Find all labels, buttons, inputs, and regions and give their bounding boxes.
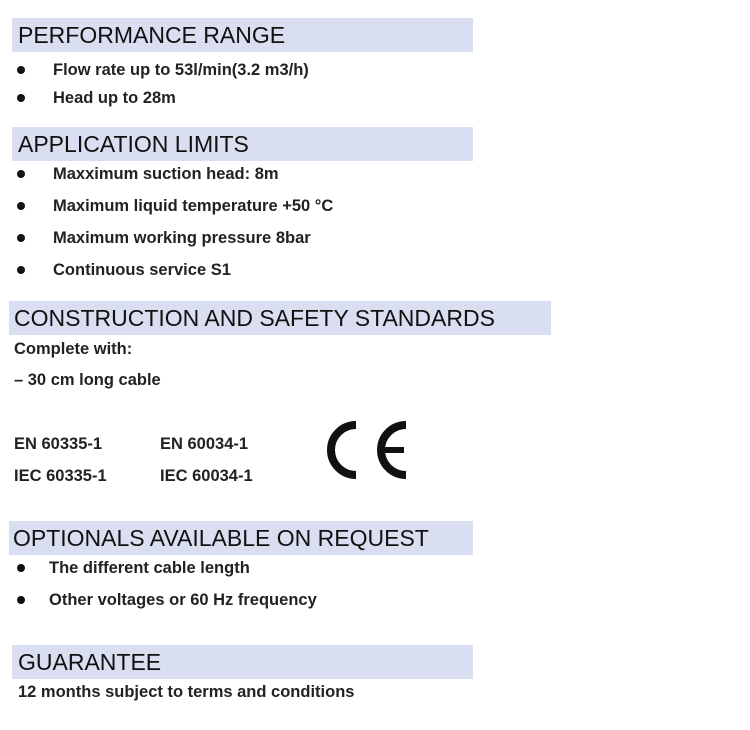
section-header-application-limits: APPLICATION LIMITS xyxy=(12,127,473,161)
list-item-text: Flow rate up to 53l/min(3.2 m3/h) xyxy=(53,61,309,79)
list-item-text: The different cable length xyxy=(49,559,250,577)
bullet-icon xyxy=(17,170,25,178)
standard-iec-60034: IEC 60034-1 xyxy=(160,467,253,485)
complete-with-label: Complete with: xyxy=(14,340,133,358)
ce-mark-icon xyxy=(326,419,412,481)
list-item-text: Continuous service S1 xyxy=(53,261,231,279)
bullet-icon xyxy=(17,94,25,102)
section-header-construction-safety: CONSTRUCTION AND SAFETY STANDARDS xyxy=(9,301,551,335)
bullet-icon xyxy=(17,596,25,604)
bullet-icon xyxy=(17,234,25,242)
bullet-icon xyxy=(17,66,25,74)
standard-en-60034: EN 60034-1 xyxy=(160,435,249,453)
bullet-icon xyxy=(17,564,25,572)
bullet-icon xyxy=(17,202,25,210)
standard-en-60335: EN 60335-1 xyxy=(14,435,103,453)
bullet-icon xyxy=(17,266,25,274)
section-header-performance-range: PERFORMANCE RANGE xyxy=(12,18,473,52)
guarantee-text: 12 months subject to terms and conditions xyxy=(18,683,355,701)
list-item-text: Head up to 28m xyxy=(53,89,176,107)
list-item-text: Maximum working pressure 8bar xyxy=(53,229,311,247)
standard-iec-60335: IEC 60335-1 xyxy=(14,467,107,485)
list-item-text: Maximum liquid temperature +50 °C xyxy=(53,197,334,215)
section-header-optionals: OPTIONALS AVAILABLE ON REQUEST xyxy=(9,521,473,555)
list-item-text: Other voltages or 60 Hz frequency xyxy=(49,591,317,609)
cable-spec: – 30 cm long cable xyxy=(14,371,161,389)
section-header-guarantee: GUARANTEE xyxy=(12,645,473,679)
list-item-text: Maxximum suction head: 8m xyxy=(53,165,279,183)
